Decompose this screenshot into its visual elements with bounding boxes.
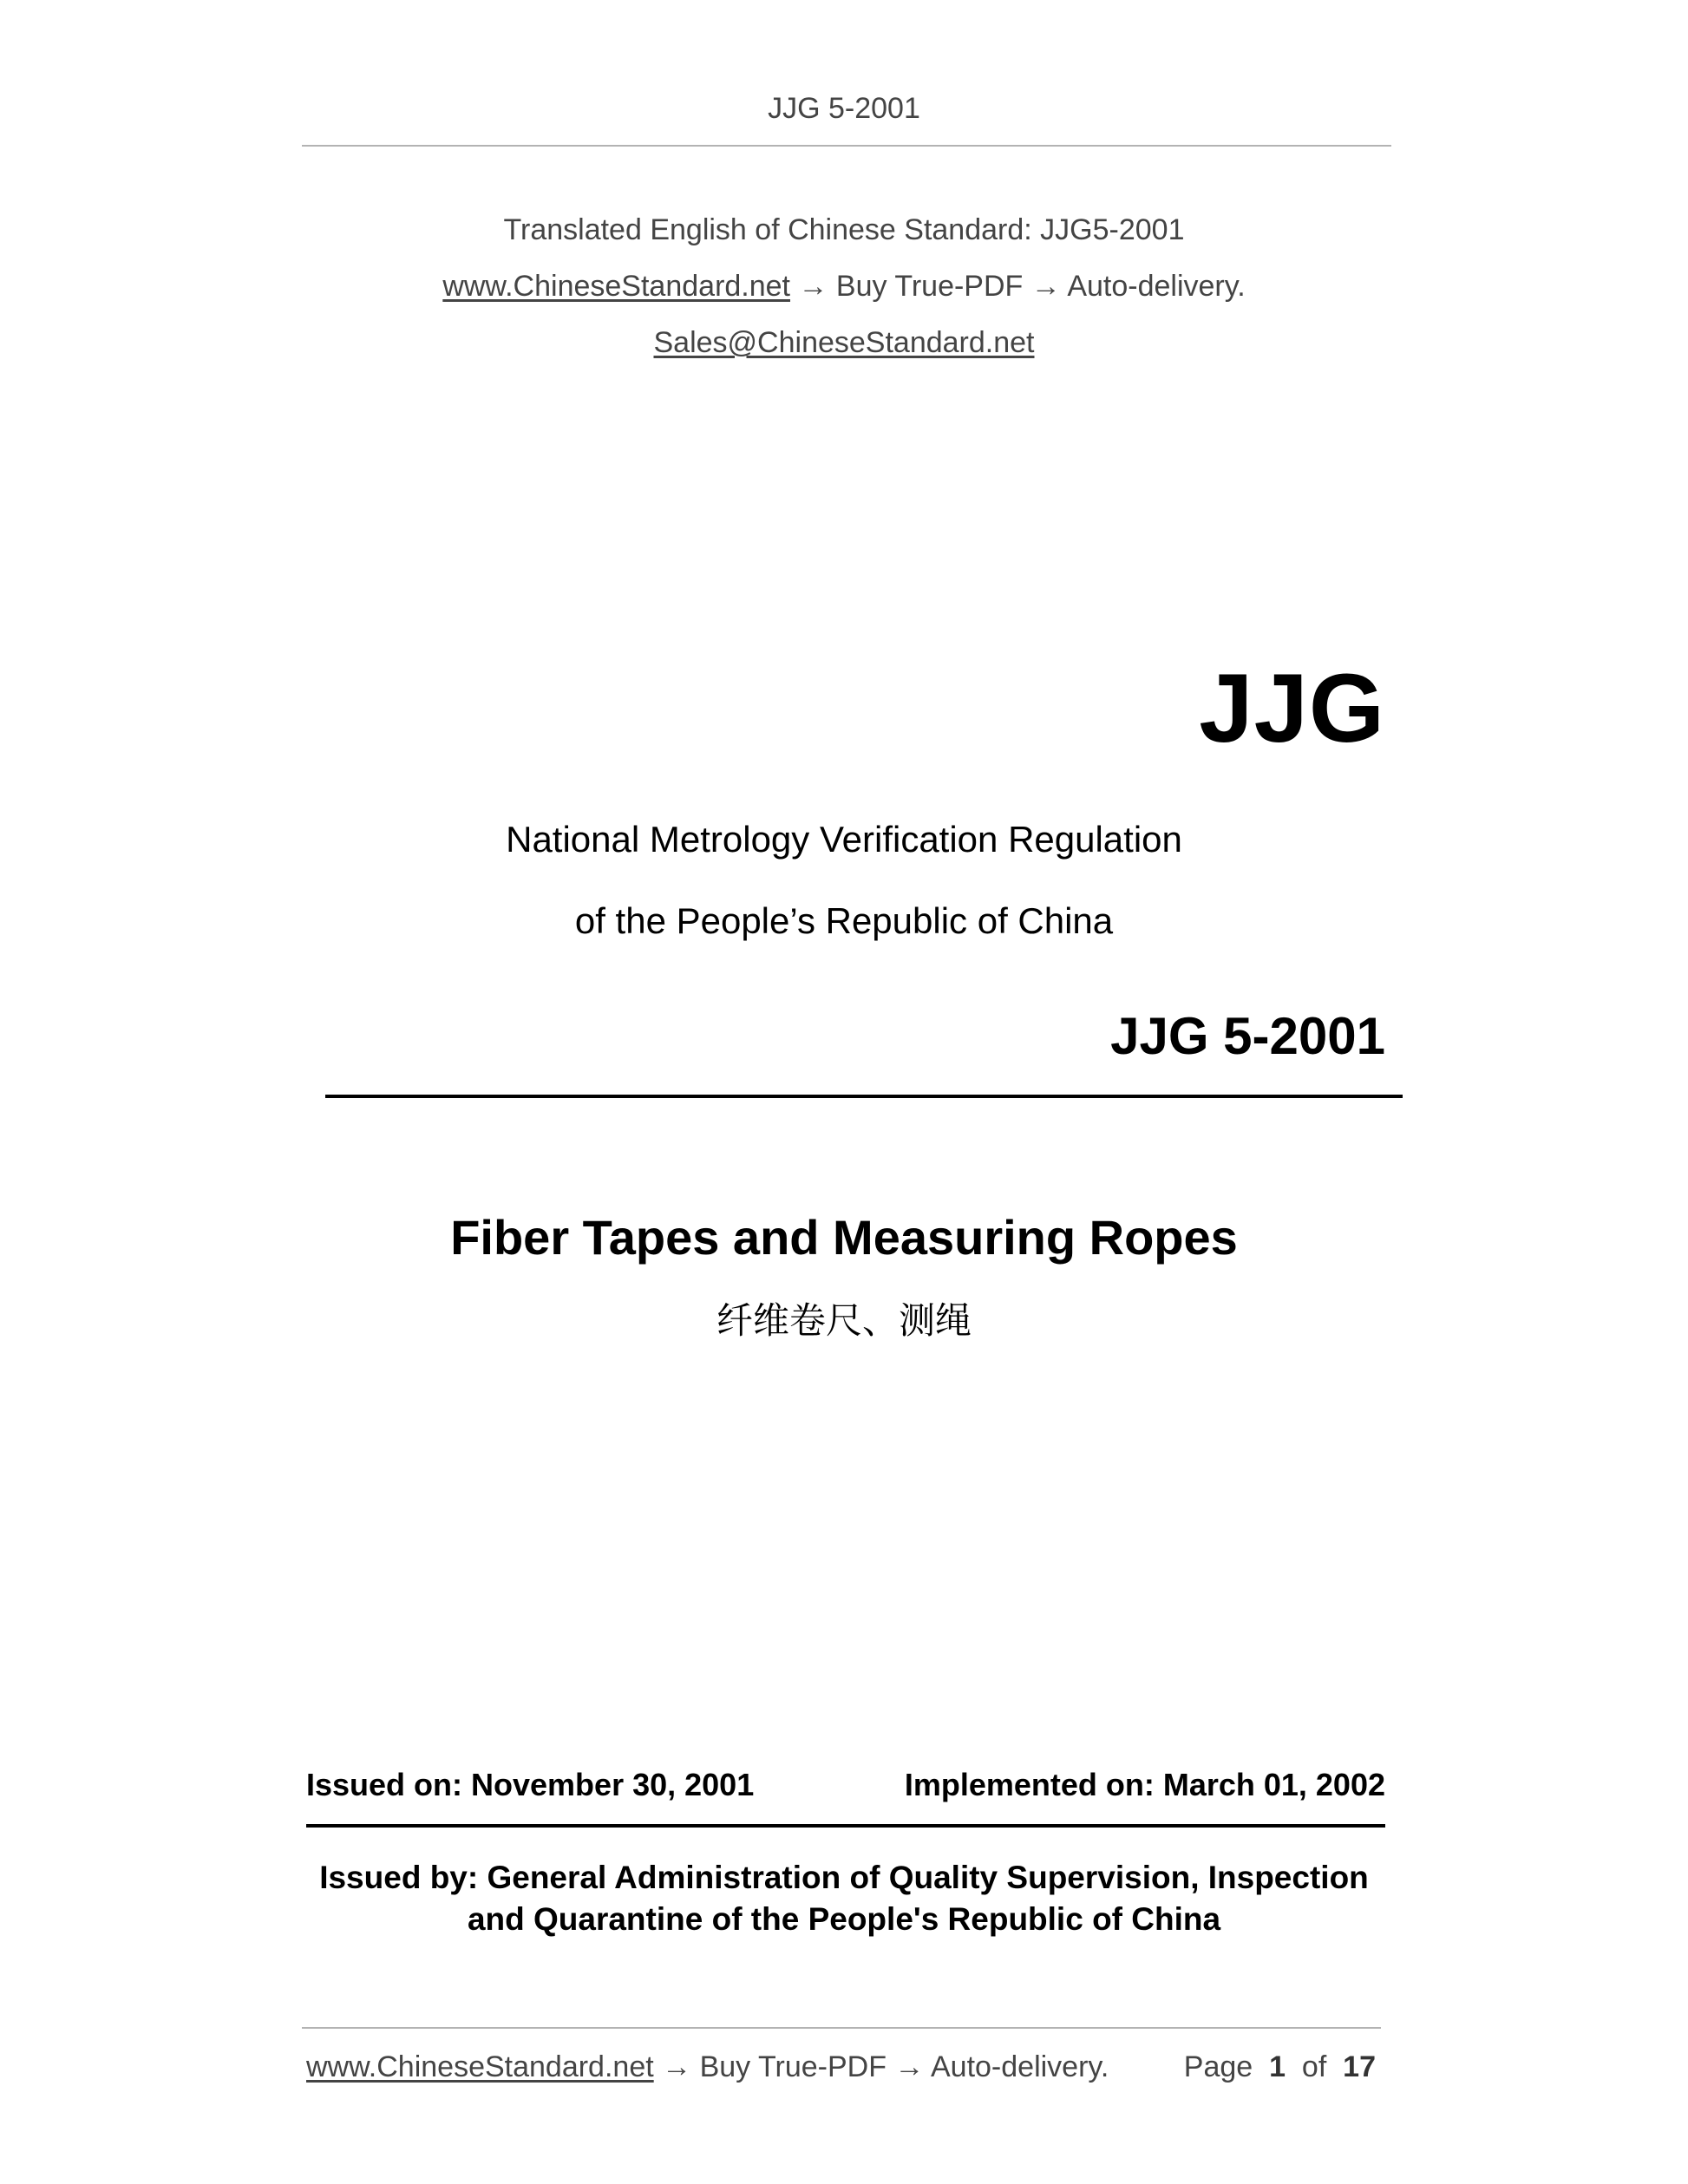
running-header: JJG 5-2001 — [768, 92, 920, 125]
page-current: 1 — [1269, 2050, 1286, 2083]
document-title-cn: 纤维卷尺、测绳 — [716, 1299, 972, 1342]
sales-email-link[interactable]: Sales@ChineseStandard.net — [653, 326, 1035, 359]
footer-site-link[interactable]: www.ChineseStandard.net — [306, 2050, 654, 2083]
header-divider — [302, 145, 1391, 147]
standard-number: JJG 5-2001 — [1110, 1007, 1385, 1065]
footer-purchase-line — [306, 2050, 1109, 2084]
regulation-line-2: of the People’s Republic of China — [574, 900, 1114, 941]
page-total: 17 — [1343, 2050, 1376, 2083]
implemented-on-date: Implemented on: March 01, 2002 — [904, 1767, 1385, 1802]
issuer-line-1: Issued by: General Administration of Quality Supervision, Inspection — [319, 1860, 1369, 1895]
issuer-divider — [306, 1824, 1385, 1828]
page-indicator — [1184, 2050, 1376, 2084]
page-label: Page — [1183, 2050, 1253, 2083]
page-of: of — [1301, 2050, 1327, 2083]
purchase-tail: → Buy True-PDF → Auto-delivery. — [790, 270, 1246, 303]
purchase-line — [0, 270, 1688, 304]
site-link[interactable]: www.ChineseStandard.net — [442, 270, 791, 303]
sales-line — [0, 326, 1688, 360]
footer-purchase-tail: → Buy True-PDF → Auto-delivery. — [653, 2050, 1109, 2083]
issued-on-date: Issued on: November 30, 2001 — [306, 1767, 755, 1802]
issuer-line-2: and Quarantine of the People's Republic of China — [467, 1901, 1221, 1937]
title-divider — [325, 1095, 1403, 1098]
standard-code-logo: JJG — [1199, 654, 1385, 762]
document-title-en: Fiber Tapes and Measuring Ropes — [450, 1210, 1238, 1265]
translation-notice: Translated English of Chinese Standard: JJG5-2001 — [503, 213, 1185, 246]
regulation-line-1: National Metrology Verification Regulation — [506, 819, 1182, 860]
footer-divider — [302, 2027, 1381, 2029]
